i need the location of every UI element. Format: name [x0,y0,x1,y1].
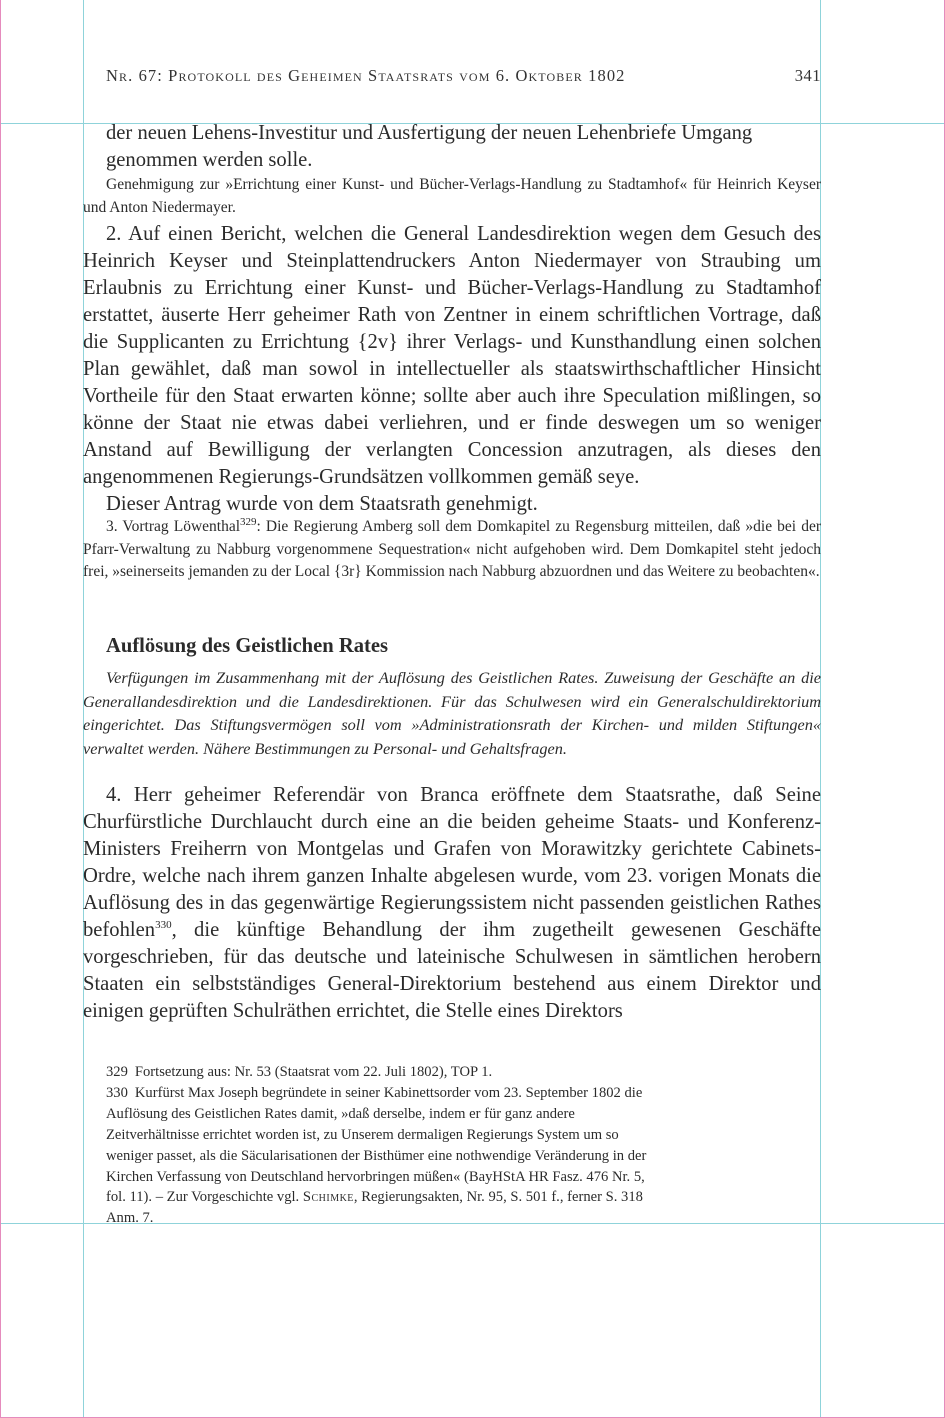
footnote-text-after: , Regierungsakten, Nr. 95, S. 501 f., ferner S. 318 Anm. 7. [106,1189,643,1227]
item-3-paragraph [83,516,821,584]
footnote-text: Kurfürst Max Joseph begründete in seiner Kabinettsorder vom 23. September 1802 die Auflösung des Geistlichen Rates damit, »daß derselbe, indem er für ganz andere Zeitverhältnisse errichtet worden ist, zu Unserem dermaligen Regierungs System um so weniger passet, als die Säcularisationen der Bisthümer eine nothwendige Veränderung in der Kirchen Verfassung von Deutschland hervorbringen müßen« (BayHStA HR Fasz. 476 Nr. 5, fol. 11). – Zur Vorgeschichte vgl. [106,1084,647,1206]
page-number: 341 [794,66,821,85]
footnotes [106,1062,666,1229]
section-heading: Auflösung des Geistlichen Rates [106,635,389,657]
item-2-text: 2. Auf einen Bericht, welchen die General Landesdirektion wegen dem Gesuch des Heinrich Keyser und Steinplattendruckers Anton Niedermayer von Straubing um Erlaubnis zu Errichtung einer Kunst- und Bücher-Verlags-Handlung zu Stadtamhof erstattet, äuserte Herr geheimer Rath von Zentner in einem schriftlichen Vortrage, daß die Supplicanten zu Errichtung {2v} ihrer Verlags- und Kunsthandlung einen solchen Plan gewählet, daß man sowol in intellectueller als staatswirthschaftlicher Hinsicht Vortheile für den Staat erwarten könne; sollte aber auch ihre Speculation mißlingen, so könne der Staat nie etwas dabei verliehren, und er finde deswegen um so weniger Anstand auf Bewilligung der verlangten Concession anzutragen, als dieses den angenommenen Regierungs-Grundsätzen vollkommen gemäß seye. [83,223,821,488]
footnote-ref-329[interactable]: 329 [240,515,257,528]
section-abstract-block [83,666,821,760]
item-2 [83,174,821,518]
running-head-title: Nr. 67: Protokoll des Geheimen Staatsrats vom 6. Oktober 1802 [106,66,626,85]
continuation-block [83,120,821,174]
running-head [106,66,821,86]
item-3 [83,516,821,584]
footnote-330 [106,1083,666,1229]
footnote-author: Schimke [302,1189,354,1206]
footnote-number: 330 [106,1084,128,1101]
footnote-329 [106,1062,666,1083]
page-frame-left [0,0,1,1418]
footnote-text: Fortsetzung aus: Nr. 53 (Staatsrat vom 22. Juli 1802), TOP 1. [134,1064,493,1080]
item-4-paragraph [83,782,821,1025]
item-4 [83,782,821,1025]
footnote-ref-330[interactable]: 330 [155,919,172,932]
item-3-rest: : Die Regierung Amberg soll dem Domkapitel zu Regensburg mitteilen, daß »die bei der Pfarr-Verwaltung zu Nabburg vorgenommene Sequestration« nicht aufgehoben wird. Dem Domkapitel steht jedoch frei, »seinerseits jemanden zu der Local {3r} Kommission nach Nabburg abzuordnen und das Weitere zu beobachten«. [83,518,821,580]
item-2-summary: Genehmigung zur »Errichtung einer Kunst- und Bücher-Verlags-Handlung zu Stadtamhof« für Heinrich Keyser und Anton Niedermayer. [83,176,821,216]
continuation-paragraph: der neuen Lehens-Investitur und Ausfertigung der neuen Lehenbriefe Umgang genommen werden solle. [106,122,753,171]
item-4-part1: 4. Herr geheimer Referendär von Branca eröffnete dem Staatsrathe, daß Seine Churfürstliche Durchlaucht durch eine an die beiden geheime Staats- und Konferenz-Ministers Freiherrn von Montgelas und Grafen von Morawitzky gerichtete Cabinets-Ordre, welche nach ihrem ganzen Inhalte abgelesen wurde, vom 23. vorigen Monats die Auflösung des in das gegenwärtige Regierungssistem nicht passenden geistlichen Rathes befohlen [83,784,821,941]
item-2-decision: Dieser Antrag wurde von dem Staatsrath genehmigt. [106,493,538,515]
item-4-part2: , die künftige Behandlung der ihm zugetheilt gewesenen Geschäfte vorgeschrieben, für das deutsche und lateinische Schulwesen in sämtlichen herobern Staaten ein selbstständiges General-Direktorium bestehend aus einem Direktor und einigen geprüften Schulräthen errichtet, die Stelle eines Direktors [83,919,821,1022]
footnote-number: 329 [106,1064,128,1080]
item-3-lead: 3. Vortrag Löwenthal [106,518,241,535]
section-abstract: Verfügungen im Zusammenhang mit der Auflösung des Geistlichen Rates. Zuweisung der Geschäfte an die Generallandesdirektion und die Landesdirektionen. Für das Schulwesen wird ein Generalschuldirektorium eingerichtet. Das Stiftungsvermögen soll vom »Administrationsrath der Kirchen- und milden Stiftungen« verwaltet werden. Nähere Bestimmungen zu Personal- und Gehaltsfragen. [83,668,821,758]
